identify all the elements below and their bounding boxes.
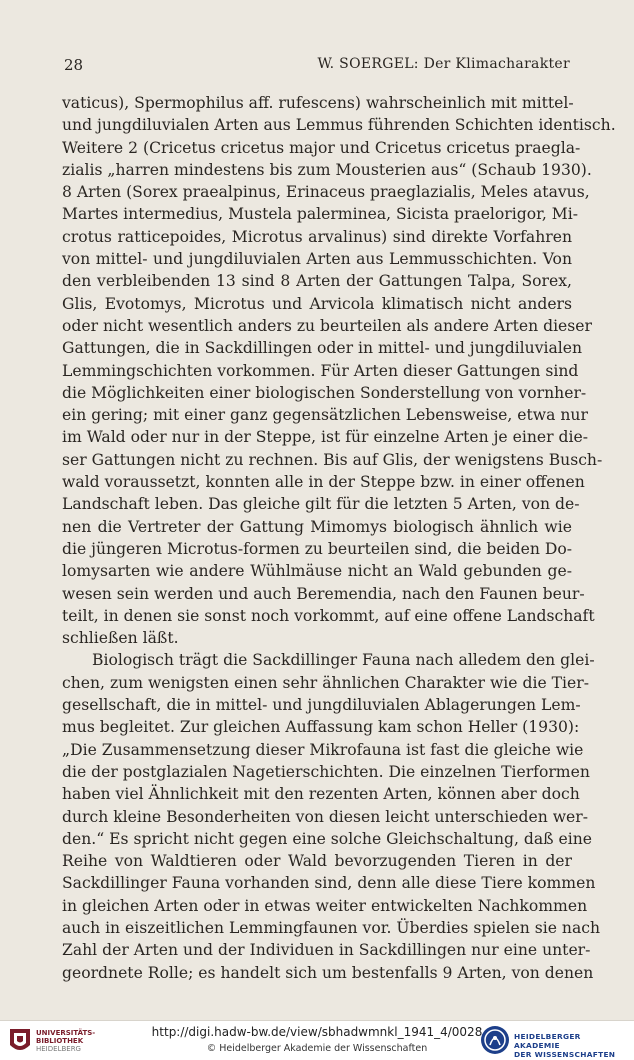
text-line: nen die Vertreter der Gattung Mimomys biologisch ähnlich wie [62,517,572,536]
text-line: teilt, in denen sie sonst noch vorkommt, auf eine offene Landschaft [62,606,595,625]
text-line: und jungdiluvialen Arten aus Lemmus führenden Schichten identisch. [62,116,616,135]
text-line: Martes intermedius, Mustela palerminea, Sicista praelorigor, Mi- [62,205,578,224]
text-line: Zahl der Arten und der Individuen in Sackdillingen nur eine unter- [62,941,591,960]
permalink-url[interactable]: http://digi.hadw-bw.de/view/sbhadwmnkl_1941_4/0028 [151,1025,483,1039]
text-line: im Wald oder nur in der Steppe, ist für einzelne Arten je einer die- [62,428,588,447]
text-line: von mittel- und jungdiluvialen Arten aus Lemmusschichten. Von [62,250,572,269]
text-line: wald voraussetzt, konnten alle in der Steppe bzw. in einer offenen [62,473,585,492]
page-header [64,56,570,78]
text-line: Sackdillinger Fauna vorhanden sind, denn alle diese Tiere kommen [62,874,596,893]
text-line: auch in eiszeitlichen Lemmingfaunen vor. Überdies spielen sie nach [62,918,601,937]
running-head: W. SOERGEL: Der Klimacharakter [317,56,570,72]
academy-name-line-2: DER WISSENSCHAFTEN [514,1050,616,1059]
text-line: die Möglichkeiten einer biologischen Sonderstellung von vornher- [62,383,587,402]
text-line: zialis „harren mindestens bis zum Mousterien aus“ (Schaub 1930). [62,160,592,179]
text-line: vaticus), Spermophilus aff. rufescens) wahrscheinlich mit mittel- [62,94,574,112]
text-line: Glis, Evotomys, Microtus und Arvicola klimatisch nicht anders [62,294,572,313]
text-line: Landschaft leben. Das gleiche gilt für die letzten 5 Arten, von de- [62,495,580,514]
copyright-notice: © Heidelberger Akademie der Wissenschaften [206,1043,428,1054]
text-line: oder nicht wesentlich anders zu beurteilen als andere Arten dieser [62,316,592,335]
text-line: Biologisch trägt die Sackdillinger Fauna nach alledem den glei- [92,651,595,670]
text-line: durch kleine Besonderheiten von diesen leicht unterschieden wer- [62,807,588,826]
academy-name [514,1032,626,1059]
text-line: Gattungen, die in Sackdillingen oder in mittel- und jungdiluvialen [62,339,583,358]
text-line: geordnete Rolle; es handelt sich um bestenfalls 9 Arten, von denen [62,963,594,982]
library-name-line-2: BIBLIOTHEK [36,1037,84,1045]
text-line: den.“ Es spricht nicht gegen eine solche Gleichschaltung, daß eine [62,829,593,848]
text-line: ein gering; mit einer ganz gegensätzlichen Lebensweise, etwa nur [62,406,588,425]
text-line: ser Gattungen nicht zu rechnen. Bis auf Glis, der wenigstens Busch- [62,450,603,469]
text-line: gesellschaft, die in mittel- und jungdiluvialen Ablagerungen Lem- [62,696,581,715]
text-line: die jüngeren Microtus-formen zu beurteilen sind, die beiden Do- [62,539,572,558]
academy-logo[interactable] [480,1025,626,1059]
text-line: haben viel Ähnlichkeit mit den rezenten Arten, können aber doch [62,785,580,804]
text-line: 8 Arten (Sorex praealpinus, Erinaceus praeglazialis, Meles atavus, [62,183,590,202]
text-line: Reihe von Waldtieren oder Wald bevorzugenden Tieren in der [62,852,572,871]
body-text [62,92,616,984]
library-name-line-1: UNIVERSITÄTS- [36,1029,96,1037]
text-line: schließen läßt. [62,629,179,648]
text-line: chen, zum wenigsten einen sehr ähnlichen Charakter wie die Tier- [62,673,589,692]
text-line: Weitere 2 (Cricetus cricetus major und Cricetus cricetus praegla- [62,138,581,157]
text-line: den verbleibenden 13 sind 8 Arten der Gattungen Talpa, Sorex, [62,272,572,291]
text-line: crotus ratticepoides, Microtus arvalinus) sind direkte Vorfahren [62,227,572,246]
library-name-line-3: HEIDELBERG [36,1045,81,1053]
text-line: Lemmingschichten vorkommen. Für Arten dieser Gattungen sind [62,361,579,380]
academy-emblem-icon [480,1025,510,1055]
page-number: 28 [64,56,84,74]
footer-bar [0,1020,634,1060]
academy-name-line-1: HEIDELBERGER AKADEMIE [514,1032,581,1050]
text-line: die der postglazialen Nagetierschichten. Die einzelnen Tierformen [62,762,590,781]
text-line: lomysarten wie andere Wühlmäuse nicht an Wald gebunden ge- [62,562,572,581]
text-line: „Die Zusammensetzung dieser Mikrofauna ist fast die gleiche wie [62,740,584,759]
text-line: wesen sein werden und auch Beremendia, nach den Faunen beur- [62,584,585,603]
text-line: mus begleitet. Zur gleichen Auffassung kam schon Heller (1930): [62,718,580,737]
text-line: in gleichen Arten oder in etwas weiter entwickelten Nachkommen [62,896,588,915]
